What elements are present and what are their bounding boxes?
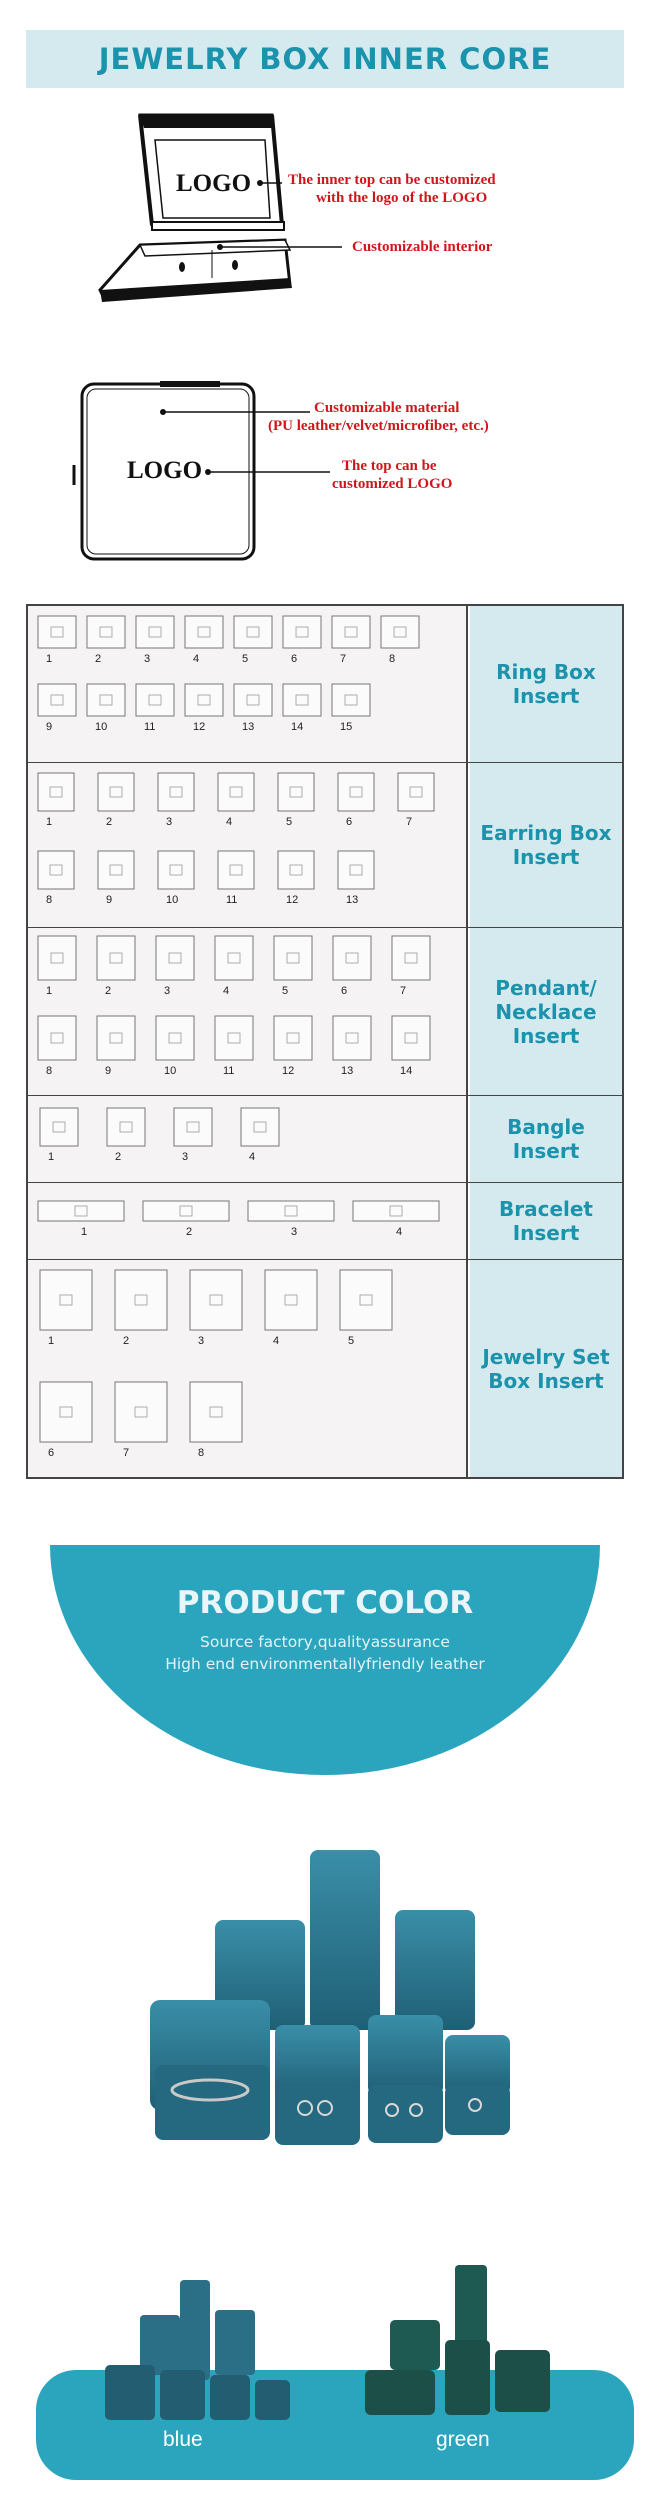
insert-sketch <box>274 1016 312 1060</box>
green-boxes-photo <box>360 2260 560 2425</box>
insert-number: 11 <box>226 894 238 906</box>
insert-number: 2 <box>106 816 113 828</box>
bangle-insert-drawings <box>28 1096 468 1182</box>
insert-sketch <box>278 773 314 811</box>
insert-sketch <box>398 773 434 811</box>
insert-number: 8 <box>198 1447 205 1459</box>
insert-sketch <box>174 1108 212 1146</box>
insert-number: 12 <box>193 721 206 733</box>
insert-sketch <box>265 1270 317 1330</box>
insert-sketch <box>136 684 174 716</box>
insert-number: 5 <box>242 653 249 665</box>
category-bracelet-insert: Bracelet Insert <box>498 1197 593 1245</box>
ring-insert-drawings <box>28 606 468 762</box>
insert-number: 3 <box>291 1226 298 1238</box>
insert-number: 10 <box>166 894 179 906</box>
insert-sketch <box>40 1108 78 1146</box>
insert-sketch <box>38 851 74 889</box>
insert-sketch <box>158 773 194 811</box>
insert-sketch <box>392 1016 430 1060</box>
insert-sketch <box>381 616 419 648</box>
earring-insert-drawings <box>28 763 468 927</box>
insert-sketch <box>274 936 312 980</box>
insert-sketch <box>333 1016 371 1060</box>
label-inner-top-line1: The inner top can be customized <box>288 172 496 188</box>
insert-number: 6 <box>346 816 353 828</box>
insert-sketch <box>156 1016 194 1060</box>
insert-number: 13 <box>341 1065 354 1077</box>
insert-number: 3 <box>166 816 173 828</box>
blue-boxes-photo <box>100 2270 300 2430</box>
insert-sketch <box>158 851 194 889</box>
insert-number: 7 <box>340 653 347 665</box>
insert-sketch <box>115 1270 167 1330</box>
insert-number: 1 <box>48 1151 55 1163</box>
insert-number: 5 <box>282 985 289 997</box>
insert-sketch <box>87 684 125 716</box>
insert-sketch <box>38 616 76 648</box>
insert-sketch <box>278 851 314 889</box>
insert-sketch <box>190 1270 242 1330</box>
open-box-logo: LOGO <box>176 170 252 197</box>
insert-number: 4 <box>226 816 233 828</box>
insert-number: 2 <box>95 653 102 665</box>
insert-number: 4 <box>193 653 200 665</box>
insert-number: 2 <box>115 1151 122 1163</box>
category-jewelry-set-box-insert: Jewelry Set Box Insert <box>482 1344 610 1393</box>
insert-sketch <box>234 616 272 648</box>
insert-number: 4 <box>273 1335 280 1347</box>
insert-number: 1 <box>46 985 53 997</box>
insert-sketch <box>215 1016 253 1060</box>
insert-sketch <box>38 684 76 716</box>
insert-sketch <box>156 936 194 980</box>
insert-number: 12 <box>282 1065 295 1077</box>
jewelry-boxes-photo <box>140 1840 540 2170</box>
insert-number: 7 <box>400 985 407 997</box>
insert-sketch <box>185 616 223 648</box>
insert-sketch <box>38 1201 124 1221</box>
insert-row-bangle <box>28 1096 622 1183</box>
insert-number: 2 <box>186 1226 193 1238</box>
insert-number: 9 <box>46 721 53 733</box>
insert-number: 3 <box>182 1151 189 1163</box>
category-ring-box-insert: Ring Box Insert <box>496 660 596 708</box>
insert-number: 3 <box>144 653 151 665</box>
insert-sketch <box>332 684 370 716</box>
insert-number: 15 <box>340 721 353 733</box>
insert-number: 5 <box>348 1335 355 1347</box>
product-color-title: PRODUCT COLOR <box>176 1585 474 1621</box>
insert-sketch <box>98 773 134 811</box>
insert-sketch <box>38 936 76 980</box>
insert-number: 14 <box>291 721 304 733</box>
insert-number: 8 <box>46 1065 53 1077</box>
jewelry-set-insert-drawings <box>28 1260 468 1477</box>
label-top-customized-line1: The top can be <box>342 458 437 474</box>
label-customizable-interior: Customizable interior <box>352 239 493 255</box>
insert-sketch <box>218 851 254 889</box>
insert-number: 8 <box>46 894 53 906</box>
insert-number: 3 <box>198 1335 205 1347</box>
insert-sketch <box>283 616 321 648</box>
insert-number: 8 <box>389 653 396 665</box>
insert-sketch <box>40 1382 92 1442</box>
insert-sketch <box>241 1108 279 1146</box>
insert-number: 6 <box>341 985 348 997</box>
insert-number: 11 <box>223 1065 235 1077</box>
category-pendant-necklace-insert: Pendant/ Necklace Insert <box>495 975 597 1048</box>
insert-table <box>26 604 624 1479</box>
bracelet-insert-drawings <box>28 1183 468 1259</box>
product-color-subtitle-2: High end environmentallyfriendly leather <box>165 1655 485 1673</box>
insert-number: 13 <box>346 894 359 906</box>
swatch-label-blue: blue <box>163 2428 203 2451</box>
insert-number: 10 <box>164 1065 177 1077</box>
insert-number: 1 <box>46 653 53 665</box>
insert-sketch <box>353 1201 439 1221</box>
insert-number: 7 <box>123 1447 130 1459</box>
insert-row-earring <box>28 763 622 928</box>
insert-sketch <box>332 616 370 648</box>
insert-number: 6 <box>291 653 298 665</box>
swatch-label-green: green <box>436 2428 490 2451</box>
insert-row-jewelry-set <box>28 1260 622 1477</box>
insert-number: 11 <box>144 721 156 733</box>
insert-row-pendant <box>28 928 622 1096</box>
insert-sketch <box>333 936 371 980</box>
insert-sketch <box>234 684 272 716</box>
insert-number: 10 <box>95 721 108 733</box>
insert-sketch <box>338 851 374 889</box>
insert-sketch <box>115 1382 167 1442</box>
open-box-diagram <box>60 110 580 320</box>
label-top-customized-line2: customized LOGO <box>332 476 453 492</box>
insert-sketch <box>38 1016 76 1060</box>
insert-sketch <box>40 1270 92 1330</box>
insert-sketch <box>215 936 253 980</box>
insert-number: 1 <box>46 816 53 828</box>
insert-sketch <box>392 936 430 980</box>
insert-sketch <box>87 616 125 648</box>
insert-sketch <box>338 773 374 811</box>
insert-sketch <box>283 684 321 716</box>
insert-number: 3 <box>164 985 171 997</box>
insert-number: 9 <box>105 1065 112 1077</box>
category-earring-box-insert: Earring Box Insert <box>480 821 612 869</box>
insert-sketch <box>190 1382 242 1442</box>
insert-row-bracelet <box>28 1183 622 1260</box>
insert-number: 7 <box>406 816 413 828</box>
insert-sketch <box>143 1201 229 1221</box>
pendant-insert-drawings <box>28 928 468 1095</box>
insert-sketch <box>185 684 223 716</box>
closed-box-logo: LOGO <box>127 457 203 484</box>
insert-number: 2 <box>123 1335 130 1347</box>
insert-number: 13 <box>242 721 255 733</box>
insert-number: 9 <box>106 894 113 906</box>
insert-sketch <box>107 1108 145 1146</box>
label-material-examples: (PU leather/velvet/microfiber, etc.) <box>268 418 489 434</box>
insert-sketch <box>98 851 134 889</box>
banner-title: JEWELRY BOX INNER CORE <box>98 42 552 76</box>
insert-row-ring <box>28 606 622 763</box>
category-bangle-insert: Bangle Insert <box>507 1115 585 1163</box>
section-banner <box>26 30 624 88</box>
insert-number: 5 <box>286 816 293 828</box>
label-customizable-material: Customizable material <box>314 400 460 416</box>
insert-number: 4 <box>223 985 230 997</box>
product-color-subtitle-1: Source factory,qualityassurance <box>200 1633 450 1651</box>
insert-number: 12 <box>286 894 299 906</box>
insert-sketch <box>97 936 135 980</box>
insert-sketch <box>340 1270 392 1330</box>
insert-sketch <box>97 1016 135 1060</box>
insert-sketch <box>38 773 74 811</box>
insert-number: 2 <box>105 985 112 997</box>
insert-number: 4 <box>396 1226 403 1238</box>
insert-number: 4 <box>249 1151 256 1163</box>
insert-number: 14 <box>400 1065 413 1077</box>
insert-sketch <box>136 616 174 648</box>
insert-number: 1 <box>81 1226 88 1238</box>
label-inner-top-line2: with the logo of the LOGO <box>316 190 488 206</box>
insert-sketch <box>218 773 254 811</box>
insert-number: 6 <box>48 1447 55 1459</box>
insert-number: 1 <box>48 1335 55 1347</box>
insert-sketch <box>248 1201 334 1221</box>
